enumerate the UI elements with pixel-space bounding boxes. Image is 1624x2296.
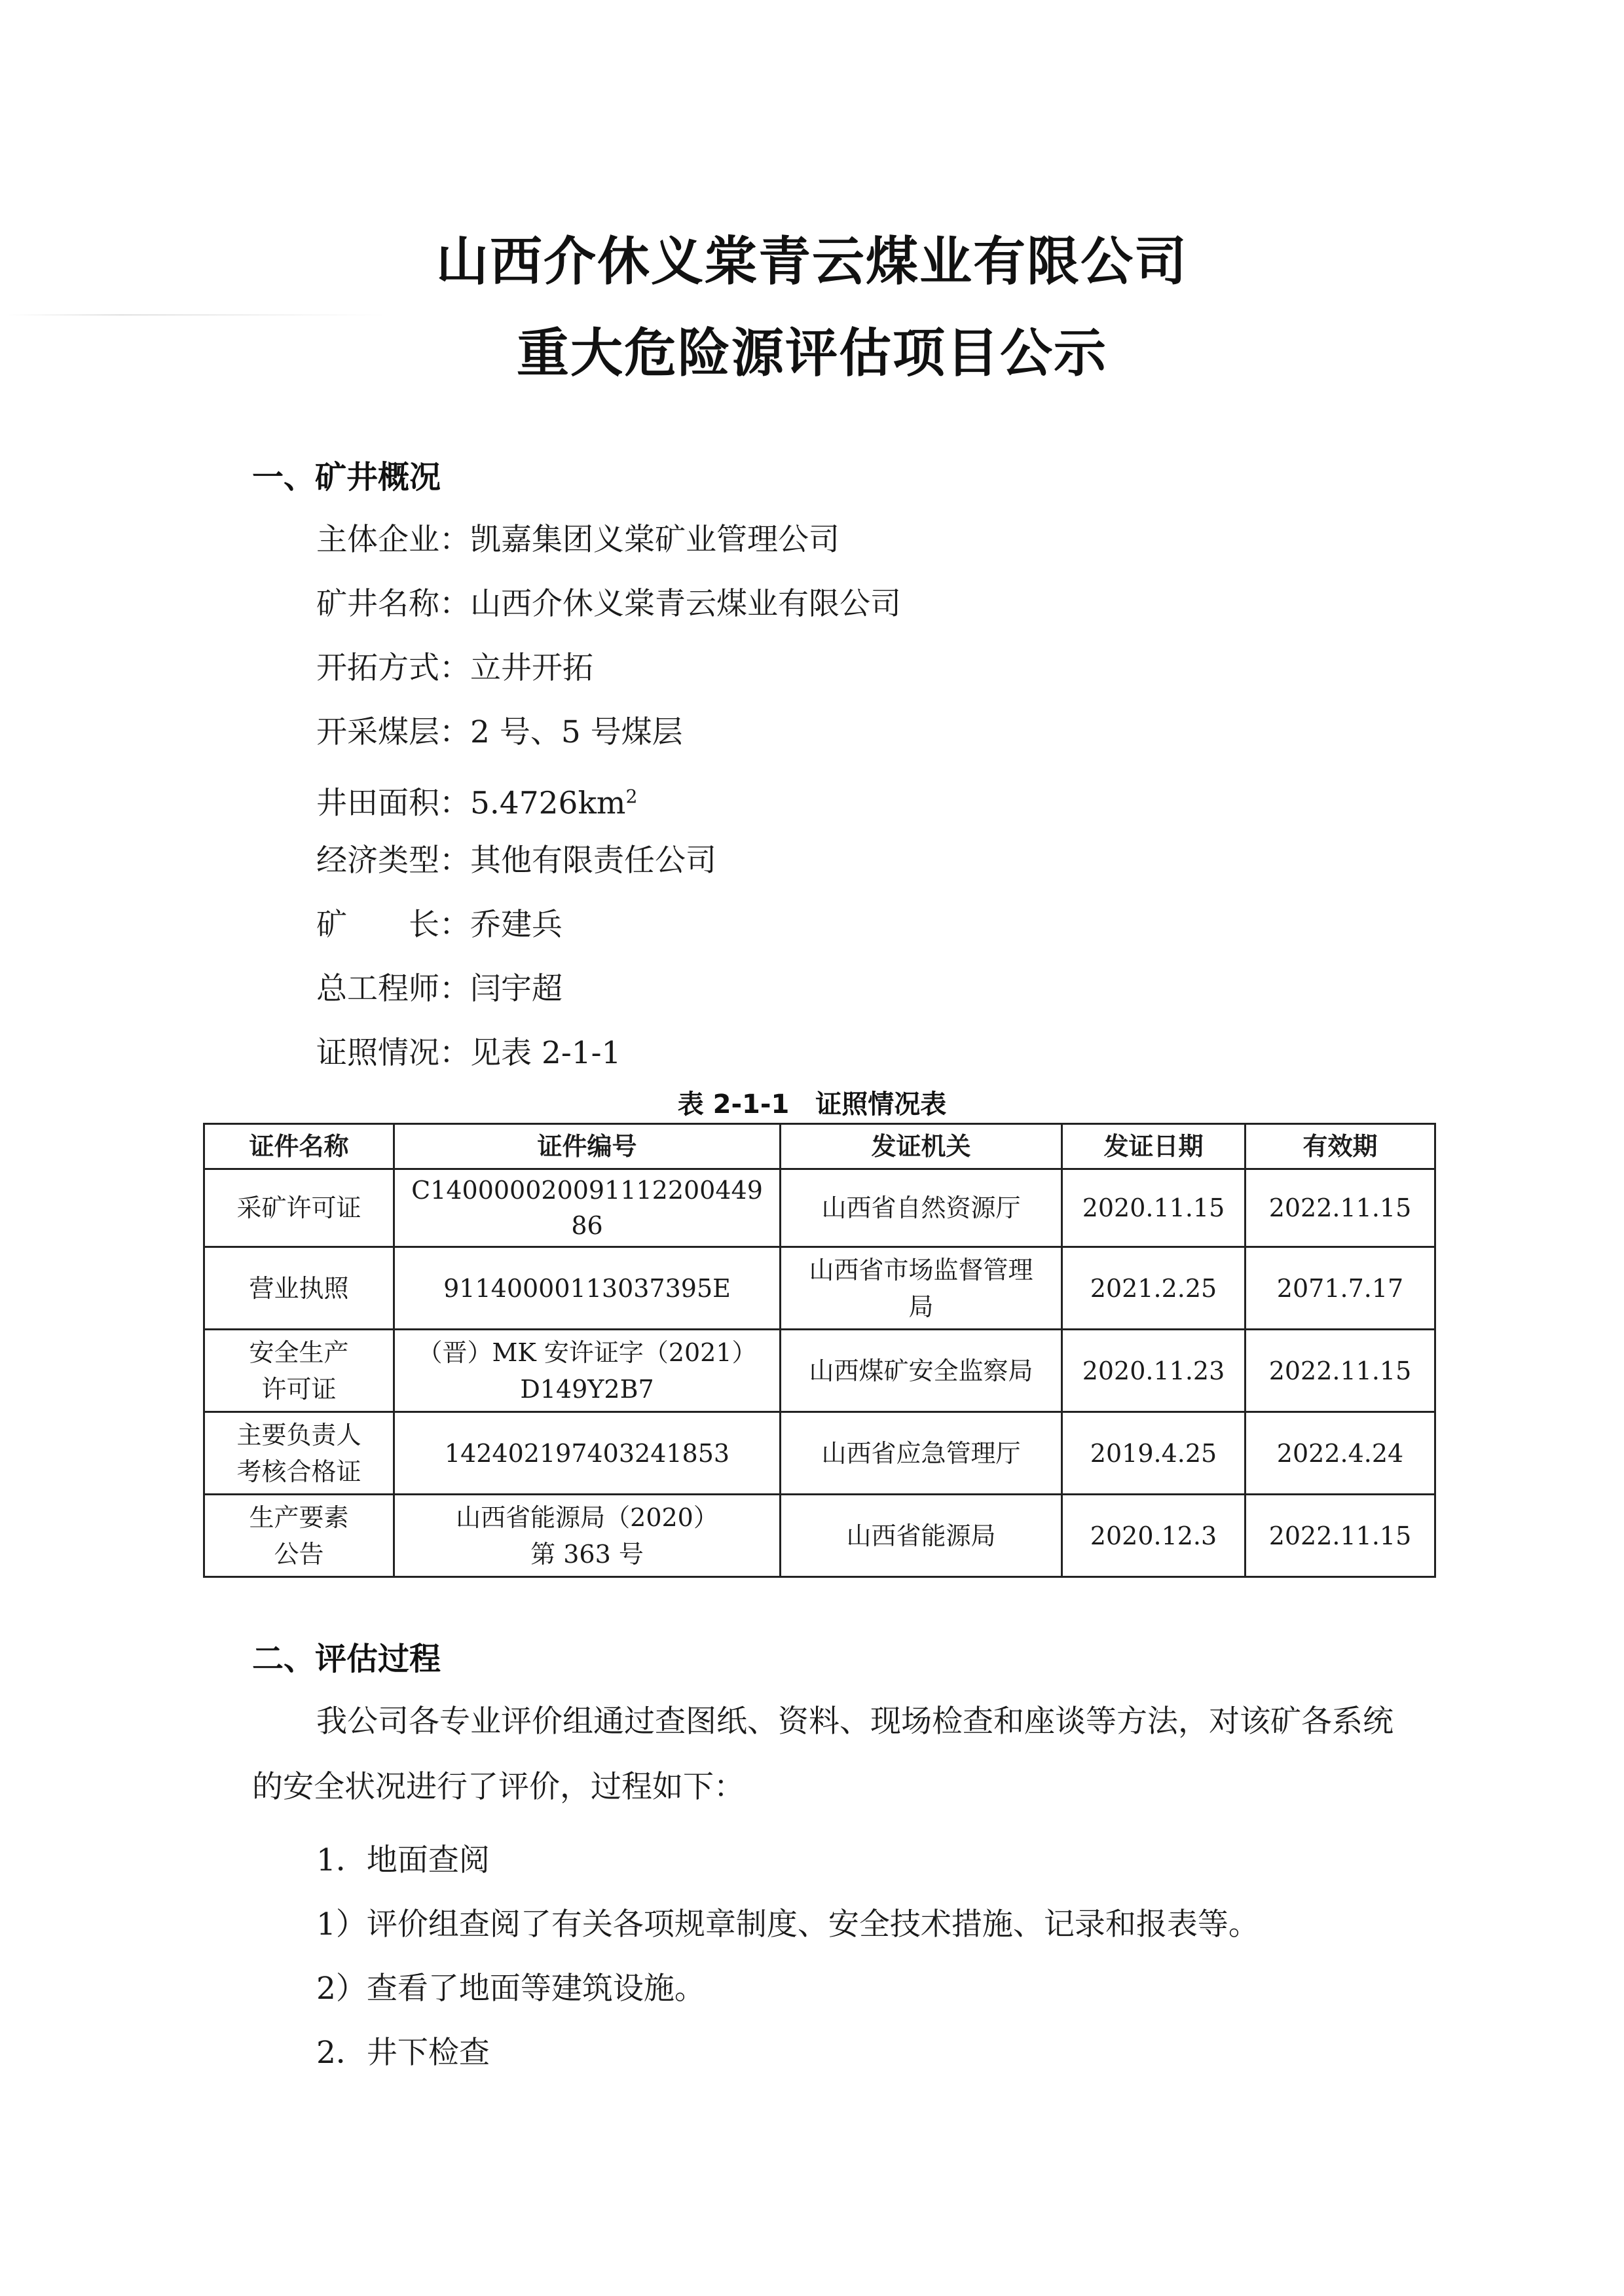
process-item: 1．地面查阅 bbox=[316, 1842, 490, 1878]
overview-item-mine-manager bbox=[316, 905, 563, 945]
column-header: 证件名称 bbox=[204, 1124, 394, 1169]
table-caption: 表 2-1-1 证照情况表 bbox=[677, 1089, 947, 1120]
process-paragraph: 我公司各专业评价组通过查图纸、资料、现场检查和座谈等方法，对该矿各系统的安全状况进行了评价，过程如下： bbox=[252, 1704, 1393, 1805]
cert-number-line: 山西省能源局（2020） bbox=[456, 1503, 718, 1532]
cert-issue-date: 2020.11.15 bbox=[1062, 1169, 1246, 1247]
section1-heading: 一、矿井概况 bbox=[252, 459, 441, 496]
overview-item-area bbox=[316, 777, 637, 824]
cert-authority: 山西省能源局 bbox=[781, 1495, 1062, 1577]
cert-authority bbox=[781, 1247, 1062, 1330]
cert-issue-date: 2020.11.23 bbox=[1062, 1330, 1246, 1412]
cert-name-line: 许可证 bbox=[261, 1374, 337, 1404]
cert-valid-until: 2022.11.15 bbox=[1246, 1330, 1435, 1412]
column-header: 发证机关 bbox=[781, 1124, 1062, 1169]
overview-item-certificates bbox=[316, 1034, 621, 1073]
cert-authority: 山西省应急管理厅 bbox=[781, 1412, 1062, 1495]
overview-item-economic-type bbox=[316, 841, 716, 881]
process-item: 2）查看了地面等建筑设施。 bbox=[316, 1971, 705, 2007]
overview-item-seams bbox=[316, 713, 683, 752]
table-row bbox=[204, 1169, 1435, 1247]
overview-value: 见表 2-1-1 bbox=[470, 1035, 621, 1071]
certificate-table bbox=[203, 1123, 1436, 1578]
cert-issue-date: 2021.2.25 bbox=[1062, 1247, 1246, 1330]
overview-label: 井田面积： bbox=[316, 785, 470, 822]
cert-name: 营业执照 bbox=[204, 1247, 394, 1330]
table-row bbox=[204, 1330, 1435, 1412]
cert-valid-until: 2071.7.17 bbox=[1246, 1247, 1435, 1330]
overview-item-chief-engineer bbox=[316, 970, 563, 1009]
cert-number bbox=[394, 1330, 781, 1412]
cert-valid-until: 2022.11.15 bbox=[1246, 1495, 1435, 1577]
cert-name-line: 公告 bbox=[274, 1539, 324, 1569]
cert-name-line: 考核合格证 bbox=[236, 1457, 361, 1486]
overview-label: 矿 长： bbox=[316, 907, 470, 943]
cert-number: 91140000113037395E bbox=[394, 1247, 781, 1330]
cert-number-line: 第 363 号 bbox=[530, 1539, 644, 1569]
overview-label: 经济类型： bbox=[316, 843, 470, 879]
cert-number-line: （晋）MK 安许证字（2021） bbox=[417, 1338, 757, 1367]
cert-name: 采矿许可证 bbox=[204, 1169, 394, 1247]
table-header-row bbox=[204, 1124, 1435, 1169]
cert-name bbox=[204, 1412, 394, 1495]
column-header: 有效期 bbox=[1246, 1124, 1435, 1169]
table-row bbox=[204, 1495, 1435, 1577]
cert-valid-until: 2022.4.24 bbox=[1246, 1412, 1435, 1495]
overview-item-mine-name bbox=[316, 585, 901, 624]
table-row bbox=[204, 1247, 1435, 1330]
overview-value: 山西介休义棠青云煤业有限公司 bbox=[470, 586, 901, 622]
section2-heading: 二、评估过程 bbox=[252, 1641, 441, 1677]
cert-authority-line: 山西省市场监督管理 bbox=[809, 1255, 1033, 1285]
overview-value: 闫宇超 bbox=[470, 971, 563, 1007]
area-unit-superscript: 2 bbox=[625, 786, 638, 807]
document-title-line2: 重大危险源评估项目公示 bbox=[517, 323, 1107, 384]
cert-number: 142402197403241853 bbox=[394, 1412, 781, 1495]
overview-value: 5.4726km bbox=[470, 785, 626, 822]
overview-label: 开采煤层： bbox=[316, 714, 470, 750]
overview-item-enterprise bbox=[316, 520, 840, 560]
cert-authority: 山西省自然资源厅 bbox=[781, 1169, 1062, 1247]
overview-value: 乔建兵 bbox=[470, 907, 563, 943]
cert-valid-until: 2022.11.15 bbox=[1246, 1169, 1435, 1247]
overview-label: 开拓方式： bbox=[316, 650, 470, 686]
overview-value: 凯嘉集团义棠矿业管理公司 bbox=[470, 522, 840, 558]
cert-name-line: 主要负责人 bbox=[236, 1420, 361, 1449]
document-title-line1: 山西介休义棠青云煤业有限公司 bbox=[436, 231, 1188, 292]
column-header: 发证日期 bbox=[1062, 1124, 1246, 1169]
cert-number bbox=[394, 1495, 781, 1577]
cert-name bbox=[204, 1330, 394, 1412]
cert-number-text: C140000020091112200449 86 bbox=[411, 1176, 763, 1240]
overview-value: 其他有限责任公司 bbox=[470, 843, 716, 879]
overview-label: 证照情况： bbox=[316, 1035, 470, 1071]
cert-issue-date: 2019.4.25 bbox=[1062, 1412, 1246, 1495]
cert-name bbox=[204, 1495, 394, 1577]
overview-item-development bbox=[316, 649, 593, 688]
cert-name-line: 安全生产 bbox=[249, 1338, 349, 1367]
overview-label: 矿井名称： bbox=[316, 586, 470, 622]
process-item: 2．井下检查 bbox=[316, 2035, 490, 2071]
overview-label: 主体企业： bbox=[316, 522, 470, 558]
overview-value: 立井开拓 bbox=[470, 650, 593, 686]
cert-authority-line: 局 bbox=[908, 1292, 934, 1321]
cert-name-line: 生产要素 bbox=[249, 1503, 349, 1532]
overview-value: 2 号、5 号煤层 bbox=[470, 714, 683, 750]
cert-issue-date: 2020.12.3 bbox=[1062, 1495, 1246, 1577]
cert-authority: 山西煤矿安全监察局 bbox=[781, 1330, 1062, 1412]
column-header: 证件编号 bbox=[394, 1124, 781, 1169]
overview-label: 总工程师： bbox=[316, 971, 470, 1007]
cert-number bbox=[394, 1169, 781, 1247]
process-item: 1）评价组查阅了有关各项规章制度、安全技术措施、记录和报表等。 bbox=[316, 1906, 1259, 1942]
cert-number-line: D149Y2B7 bbox=[520, 1374, 654, 1404]
table-row bbox=[204, 1412, 1435, 1495]
